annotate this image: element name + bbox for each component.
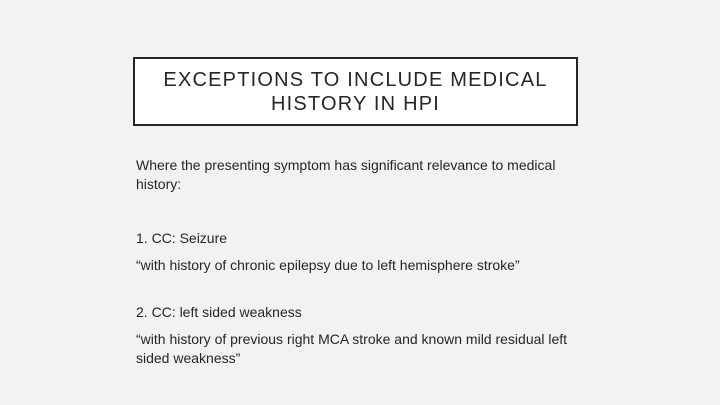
intro-text: Where the presenting symptom has significant relevance to medical history:	[136, 157, 556, 192]
example-2-heading: 2. CC: left sided weakness	[136, 304, 302, 320]
example-1-heading: 1. CC: Seizure	[136, 230, 228, 246]
example-1-quote: “with history of chronic epilepsy due to left hemisphere stroke”	[136, 257, 520, 273]
slide-title-line-1: EXCEPTIONS TO INCLUDE MEDICAL	[163, 68, 548, 91]
slide-title-line-2: HISTORY IN HPI	[270, 92, 441, 115]
slide-title-box	[133, 57, 578, 126]
slide-title	[146, 68, 566, 116]
slide-body	[136, 156, 596, 366]
example-2-quote: “with history of previous right MCA stroke and known mild residual left sided weakness”	[136, 331, 568, 366]
